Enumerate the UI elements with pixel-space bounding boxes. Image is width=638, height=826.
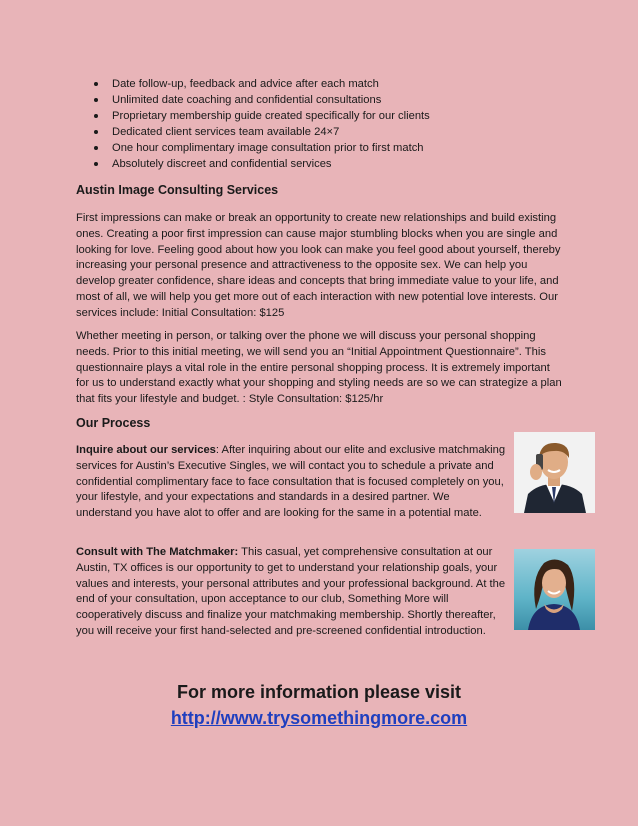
website-link[interactable]: http://www.trysomethingmore.com: [170, 708, 468, 728]
man-on-phone-photo: [514, 432, 595, 513]
bullet-item: Absolutely discreet and confidential services: [92, 156, 562, 172]
inquire-text: : After inquiring about our elite and exclusive matchmaking services for Austin’s Executive Singles, we will contact you to schedule a private and confidential complimentary face to face consultation that is focused completely on you, your lifestyle, and your expectations and standards in a desired partner. We understand you have alot to offer and are looking for the same in a potential mate.: [76, 444, 506, 520]
bullet-item: One hour complimentary image consultation prior to first match: [92, 140, 562, 156]
service-bullet-list: [92, 76, 562, 172]
bullet-item: Date follow-up, feedback and advice after each match: [92, 76, 562, 92]
personal-shopping-paragraph: Whether meeting in person, or talking over the phone we will discuss your personal shopping needs. Prior to this initial meeting, we will send you an “Initial Appointment Questionnaire”. This questionnaire plays a vital role in the entire personal shopping process. It is extremely important for us to understand exactly what your shopping and styling needs are so we can strategize a plan that fits your lifestyle and budget. : Style Consultation: $125/hr: [76, 330, 562, 406]
consult-paragraph: [76, 545, 506, 640]
inquire-paragraph: [76, 443, 506, 522]
footer-text: For more information please visit: [176, 682, 462, 702]
smiling-woman-photo: [514, 549, 595, 630]
bullet-item: Proprietary membership guide created specifically for our clients: [92, 108, 562, 124]
image-consulting-paragraph: First impressions can make or break an opportunity to create new relationships and build existing ones. Creating a poor first impression can cause major stumbling blocks when you are single and looking for love. Feeling good about how you look can make you feel good about yourself, thereby increasing your personal presence and attractiveness to the opposite sex. We can help you develop greater confidence, share ideas and concepts that bring immediate value to your life, and most of all, we will help you get more out of each interaction with new potential love interests. Our services include: Initial Consultation: $125: [76, 212, 561, 319]
process-heading: Our Process: [76, 416, 151, 430]
image-consulting-heading: Austin Image Consulting Services: [76, 183, 279, 197]
consult-text: This casual, yet comprehensive consultation at our Austin, TX offices is our opportunity to get to understand your relationship goals, your values and interests, your personal attributes and your professional background. At the end of your consultation, upon acceptance to our club, Something More will cooperatively discuss and finalize your matchmaking membership. Shortly thereafter, you will receive your first hand-selected and pre-screened confidential introduction.: [76, 546, 506, 637]
inquire-label: Inquire about our services: [76, 444, 216, 456]
bullet-item: Dedicated client services team available 24×7: [92, 124, 562, 140]
consult-label: Consult with The Matchmaker:: [76, 546, 239, 558]
bullet-item: Unlimited date coaching and confidential consultations: [92, 92, 562, 108]
